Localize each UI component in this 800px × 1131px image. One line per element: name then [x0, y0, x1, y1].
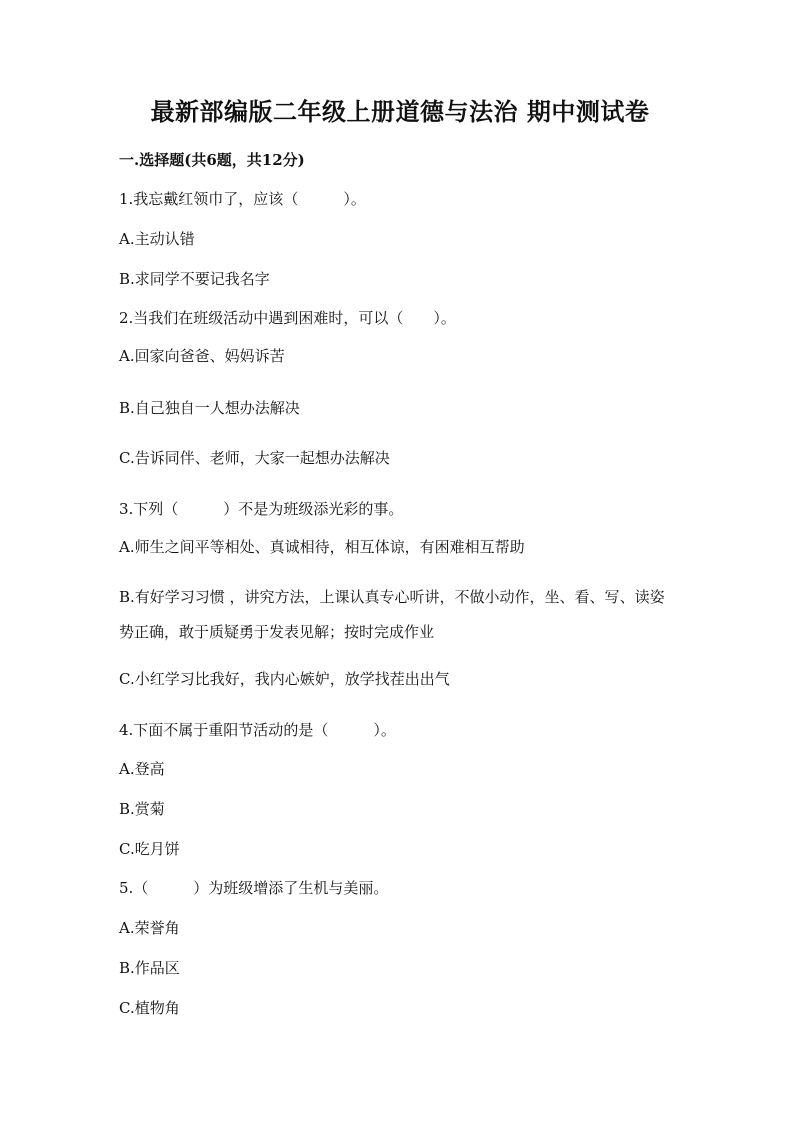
section-heading: 一.选择题(共6题，共12分) — [119, 151, 305, 169]
question-3-option-a: A.师生之间平等相处、真诚相待，相互体谅，有困难相互帮助 — [119, 538, 525, 556]
question-3-stem: 3.下列（ ）不是为班级添光彩的事。 — [119, 500, 404, 518]
question-5-option-b: B.作品区 — [119, 959, 180, 977]
question-2-stem: 2.当我们在班级活动中遇到困难时，可以（ ）。 — [119, 309, 456, 327]
question-3-option-c: C.小红学习比我好，我内心嫉妒，放学找茬出出气 — [119, 670, 450, 688]
question-4-option-c: C.吃月饼 — [119, 840, 180, 858]
question-4-option-b: B.赏菊 — [119, 800, 165, 818]
question-2-option-a: A.回家向爸爸、妈妈诉苦 — [119, 347, 285, 365]
question-1-stem: 1.我忘戴红领巾了，应该（ ）。 — [119, 190, 366, 208]
page-title: 最新部编版二年级上册道德与法治 期中测试卷 — [150, 97, 650, 126]
question-4-stem: 4.下面不属于重阳节活动的是（ ）。 — [119, 721, 396, 739]
question-1-option-a: A.主动认错 — [119, 230, 195, 248]
question-2-option-b: B.自己独自一人想办法解决 — [119, 399, 300, 417]
question-5-stem: 5.（ ）为班级增添了生机与美丽。 — [119, 879, 389, 897]
question-4-option-a: A.登高 — [119, 760, 165, 778]
question-5-option-a: A.荣誉角 — [119, 919, 180, 937]
question-3-option-b: B.有好学习习惯 ，讲究方法，上课认真专心听讲，不做小动作，坐、看、写、读姿势正确，敢于质疑勇于发表见解；按时完成作业 — [119, 588, 665, 641]
question-5-option-c: C.植物角 — [119, 999, 180, 1017]
question-1-option-b: B.求同学不要记我名字 — [119, 270, 270, 288]
question-2-option-c: C.告诉同伴、老师，大家一起想办法解决 — [119, 449, 390, 467]
